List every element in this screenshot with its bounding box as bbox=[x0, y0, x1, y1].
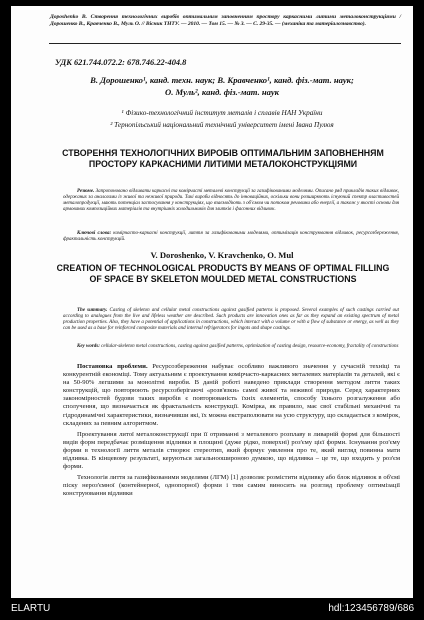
body-paragraph-3: Технологія лиття за газифікованими моделями (ЛГМ) [1] дозволяє розмістити відливку або блок відливок в об'ємі піску нероз'ємної (контейнерної, однопорної) форми і тим самим виносить на розгляд проблему оптимізації конструювання відливки bbox=[63, 474, 400, 498]
abstract-uk bbox=[63, 189, 399, 213]
abstract-uk-text: Запропоновано відливати каркасні та комірчасті металеві конструкції за газифікованими моделями. Описано ряд прикладів таких відливок, одержаних за аналогами із живої та неживої природи. Такі вироби відносять до інноваційних, оскільки вони розширюють існуючий спектр властивостей металопродукції, мають потенціал застосування у конструкціях, що взаємодіють з об'ємом чи потоком речовини або енергії, а також у якості основи для армованих композиційних матеріалів та внутрішніх холодильників для злитків і фасонних відливок. bbox=[63, 189, 399, 213]
abstract-en-label: The summary. bbox=[77, 308, 108, 313]
problem-statement-label: Постановка проблеми. bbox=[77, 363, 148, 370]
abstract-uk-label: Резюме. bbox=[77, 189, 95, 194]
document-page bbox=[11, 6, 413, 598]
viewer-footer-bar bbox=[0, 598, 424, 620]
abstract-en-text: Casting of skeleton and cellular metal constructions against gasified patterns is proposed. Several examples of such castings carried out according to analogues from the live and lifeless weather are described. Such products are innovation ones as far as they expand an existing spectrum of metal production properties. Also, they have a potential of applications in constructions, which interact with a volume or with a flow of substance or energy, as well as they can be used as a base for reinforced composite materials and internal refrigerators for ingots and shape castings. bbox=[63, 308, 399, 332]
keywords-en bbox=[63, 344, 399, 350]
body-paragraph-1-text: Ресурсозбереження набуває особливо важливого значення у сучасній техніці та конкурентній економіці. Тому актуальним є проектування комірчасто-каркасних металевих матеріалів та деталей, які є на 50-90% легшими за монолітні вироби. В даній роботі наведено приклади створення методом лиття таких конструкцій, що повторюють ресурсозберігаючі «розв'язки» самої живої та неживої природи. Серед характерних закономірностей будови таких виробів є повторюваність їхніх елементів, способу їхнього розгалуження або сполучення, що визначається як фрактальність конструкції. Комірка, як правило, має свої стабільні механічні та гідродинамічні характеристики, визначивши які, їх можна екстраполювати на усю структуру, що складається з комірок, складених за певним алгоритмом. bbox=[63, 363, 400, 427]
authors-uk-line1: В. Дорошенко¹, канд. техн. наук; В. Кравченко¹, канд. фіз.-мат. наук; bbox=[90, 75, 354, 85]
authors-en: V. Doroshenko, V. Kravchenko, O. Mul bbox=[150, 250, 294, 260]
affiliation-1: ¹ Фізико-технологічний інститут металів і сплавів НАН України bbox=[121, 109, 323, 117]
affiliation-2: ² Тернопільський національний технічний університет імені Івана Пулюя bbox=[110, 120, 334, 129]
body-text bbox=[63, 363, 400, 502]
repository-label: ELARTU bbox=[11, 603, 51, 614]
header-divider bbox=[49, 43, 401, 44]
citation-header: Дороshenko В. Створення технологічних виробів оптимальним заповненням простору каркасними литими металоконструкціями / Дорошенко В., Кравченко В., Муль О. // Вісник ТНТУ. — 2010. — Том 15. — № 3. — С. 29-35. — (механіка та матеріалознавство). bbox=[50, 14, 401, 27]
abstract-en bbox=[63, 308, 399, 332]
affiliations bbox=[51, 108, 393, 131]
body-paragraph-1 bbox=[63, 363, 400, 428]
keywords-uk-text: комірчасто-каркасні конструкції, лиття за газифікованими моделями, оптимізація конструювання відливок, ресурсозбереження, фрактальність конструкцій. bbox=[63, 231, 399, 243]
title-en: CREATION OF TECHNOLOGICAL PRODUCTS BY MEANS OF OPTIMAL FILLING OF SPACE BY SKELETON MOULDED METAL CONSTRUCTIONS bbox=[56, 263, 390, 284]
authors-uk bbox=[51, 74, 393, 98]
authors-uk-line2: О. Муль², канд. фіз.-мат. наук bbox=[164, 87, 279, 97]
udk-code: УДК 621.744.072.2: 678.746.22-404.8 bbox=[55, 58, 187, 67]
handle-label: hdl:123456789/686 bbox=[328, 603, 414, 614]
title-uk: СТВОРЕННЯ ТЕХНОЛОГІЧНИХ ВИРОБІВ ОПТИМАЛЬНИМ ЗАПОВНЕННЯМ ПРОСТОРУ КАРКАСНИМИ ЛИТИМИ МЕТАЛОКОНСТРУКЦІЯМИ bbox=[62, 148, 384, 169]
keywords-uk-label: Ключові слова: bbox=[77, 231, 112, 236]
keywords-uk bbox=[63, 231, 399, 243]
keywords-en-text: cellular-skeleton metal constructions, casting against gasified patterns, optimization of casting design, resource-economy, fractality of constructions bbox=[99, 344, 399, 349]
body-paragraph-2: Проектування литої металоконструкції при її отриманні з металевого розплаву в ливарній формі для більшості видів форм передбачає розміщення відливки в площині (дуже рідко, поверхні) роз'єму цієї форми. Існування роз'єму форми в технології лиття металів створює стереотип, який формує уявлення про те, який вигляд повинна мати відливка. В кінцевому результаті, керуються загальноошироною думкою, що відливка – це те, що входить у роз'єм форми. bbox=[63, 430, 400, 471]
keywords-en-label: Key words: bbox=[77, 344, 100, 349]
